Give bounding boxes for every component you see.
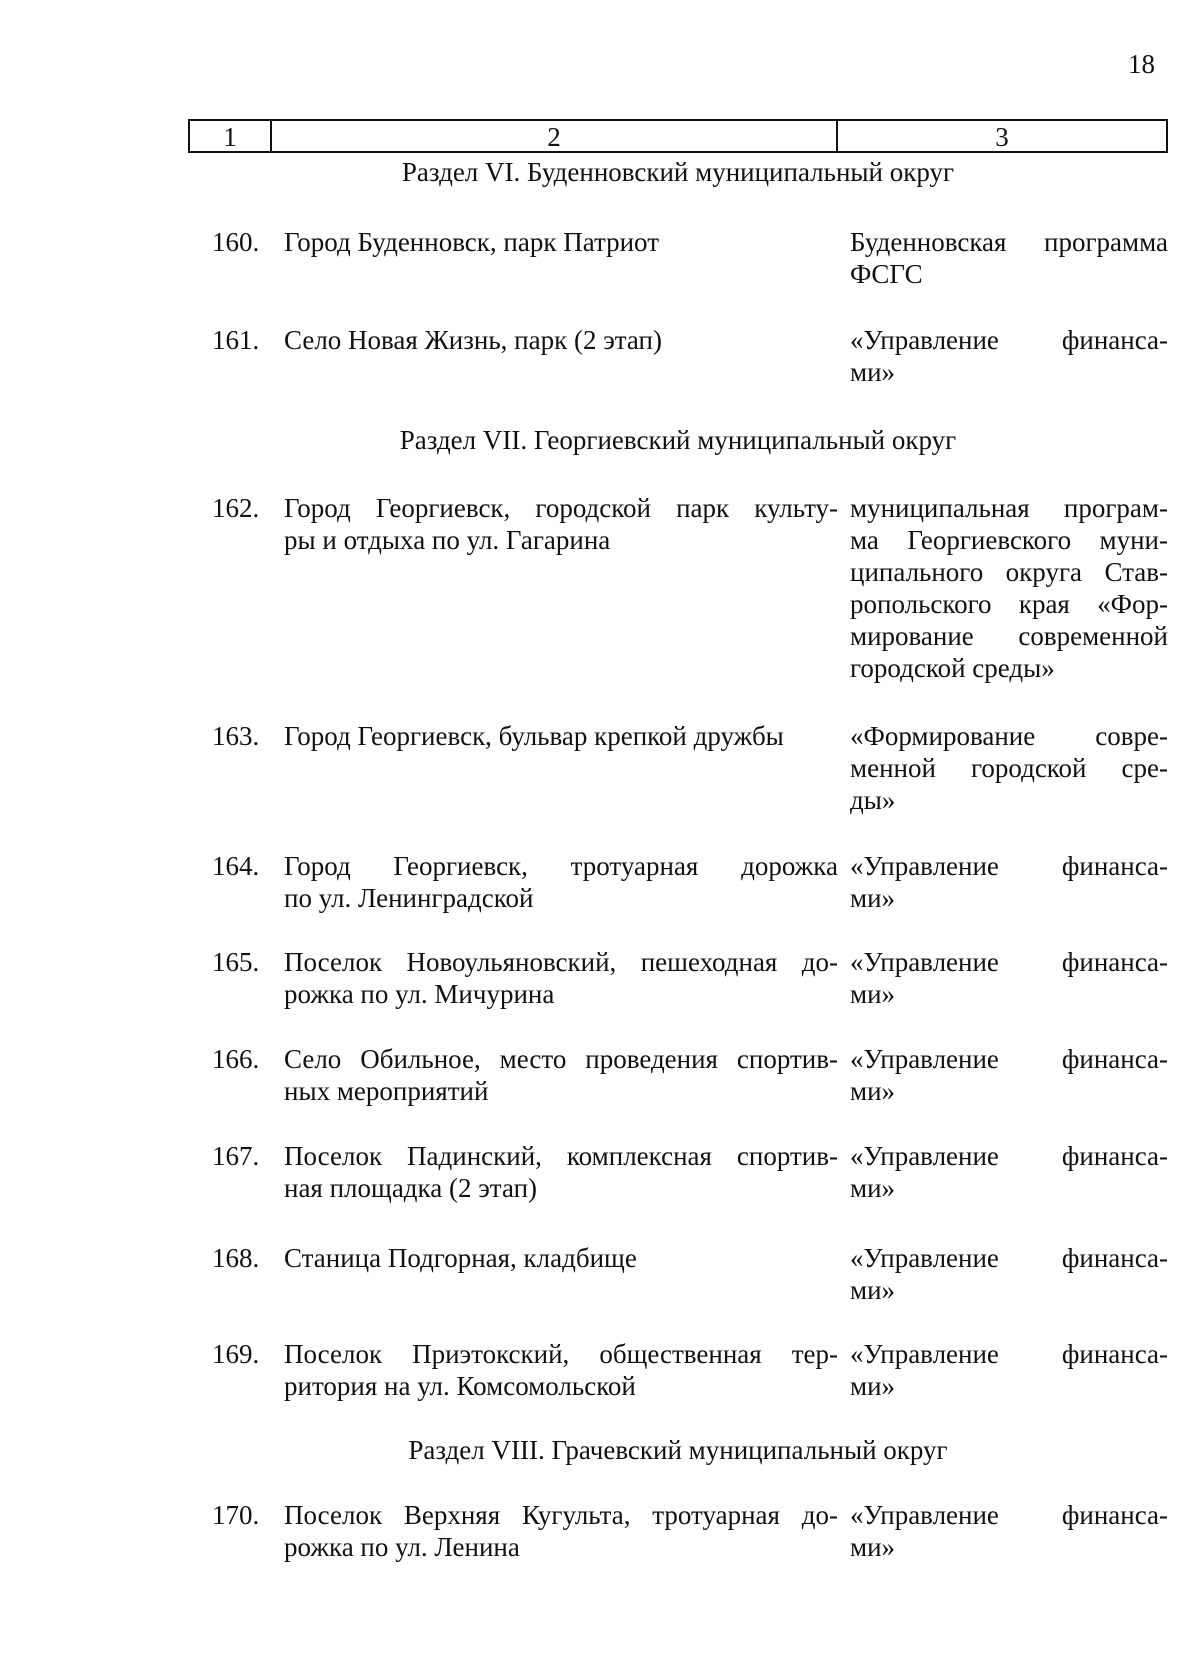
program-line: Буденновская программа [850,227,1168,257]
row-number: 168. [212,1243,260,1273]
row-number: 167. [212,1141,260,1171]
table-header [188,119,1168,153]
place-line: по ул. Ленинградской [284,883,534,913]
section-title: Раздел VI. Буденновский муниципальный округ [401,157,955,187]
program-cell [850,1338,1168,1402]
place-cell [284,1499,838,1563]
place-cell [284,1242,838,1274]
place-line: Станица Подгорная, кладбище [284,1243,637,1273]
program-line: «Управление финанса- [850,1500,1168,1530]
program-cell [850,226,1168,290]
program-line: «Управление финанса- [850,325,1168,355]
place-cell [284,1338,838,1402]
program-line: ципального округа Став- [850,557,1168,587]
program-line: ми» [850,357,896,387]
row-number: 164. [212,851,260,881]
program-line: ми» [850,979,896,1009]
row-number: 162. [212,493,260,523]
program-line: ми» [850,1173,896,1203]
place-line: Поселок Новоульяновский, пешеходная до- [284,947,838,977]
program-line: «Управление финанса- [850,851,1168,881]
program-cell [850,850,1168,914]
place-line: ритория на ул. Комсомольской [284,1371,636,1401]
program-line: ми» [850,1275,896,1305]
place-cell [284,492,838,556]
program-cell [850,1043,1168,1107]
program-line: ФСГС [850,259,923,289]
program-line: «Управление финанса- [850,1339,1168,1369]
section-title: Раздел VII. Георгиевский муниципальный округ [399,425,957,455]
place-line: Город Георгиевск, городской парк культу- [284,493,838,523]
column-header-2: 2 [272,121,838,151]
place-line: Село Новая Жизнь, парк (2 этап) [284,325,662,355]
place-line: Город Буденновск, парк Патриот [284,227,659,257]
row-number: 170. [212,1500,260,1530]
place-cell [284,324,838,356]
program-line: ропольского края «Фор- [850,589,1168,619]
place-line: ры и отдыха по ул. Гагарина [284,525,611,555]
program-line: «Управление финанса- [850,947,1168,977]
place-cell [284,850,838,914]
column-header-1: 1 [190,121,272,151]
program-line: менной городской сре- [850,753,1168,783]
place-line: Город Георгиевск, тротуарная дорожка [284,851,838,881]
place-cell [284,720,838,752]
program-cell [850,324,1168,388]
row-number: 169. [212,1339,260,1369]
program-line: ды» [850,785,896,815]
place-line: ных мероприятий [284,1076,489,1106]
column-header-3: 3 [995,122,1009,152]
program-line: ма Георгиевского муни- [850,525,1168,555]
place-line: Село Обильное, место проведения спортив- [284,1044,838,1074]
program-line: «Управление финанса- [850,1044,1168,1074]
row-number: 160. [212,227,260,257]
row-number: 161. [212,325,260,355]
row-number: 165. [212,947,260,977]
program-line: ми» [850,883,896,913]
program-line: мирование современной [850,621,1168,651]
place-line: Поселок Верхняя Кугульта, тротуарная до- [284,1500,838,1530]
place-cell [284,1043,838,1107]
program-cell [850,720,1168,816]
row-number: 163. [212,721,260,751]
program-line: ми» [850,1371,896,1401]
program-cell [850,492,1168,684]
place-line: ная площадка (2 этап) [284,1173,538,1203]
place-line: Поселок Приэтокский, общественная тер- [284,1339,838,1369]
program-line: городской среды» [850,653,1055,683]
row-number: 166. [212,1044,260,1074]
page-number: 18 [1128,49,1155,79]
place-line: Поселок Падинский, комплексная спортив- [284,1141,838,1171]
program-cell [850,946,1168,1010]
place-cell [284,226,838,258]
program-cell [850,1242,1168,1306]
place-line: рожка по ул. Ленина [284,1532,520,1562]
place-line: рожка по ул. Мичурина [284,979,555,1009]
place-cell [284,1140,838,1204]
program-line: «Управление финанса- [850,1141,1168,1171]
program-line: «Управление финанса- [850,1243,1168,1273]
program-line: «Формирование совре- [850,721,1168,751]
place-cell [284,946,838,1010]
section-title: Раздел VIII. Грачевский муниципальный округ [408,1435,948,1465]
program-line: ми» [850,1076,896,1106]
place-line: Город Георгиевск, бульвар крепкой дружбы [284,721,784,751]
program-cell [850,1499,1168,1563]
program-line: муниципальная програм- [850,493,1168,523]
program-line: ми» [850,1532,896,1562]
program-cell [850,1140,1168,1204]
